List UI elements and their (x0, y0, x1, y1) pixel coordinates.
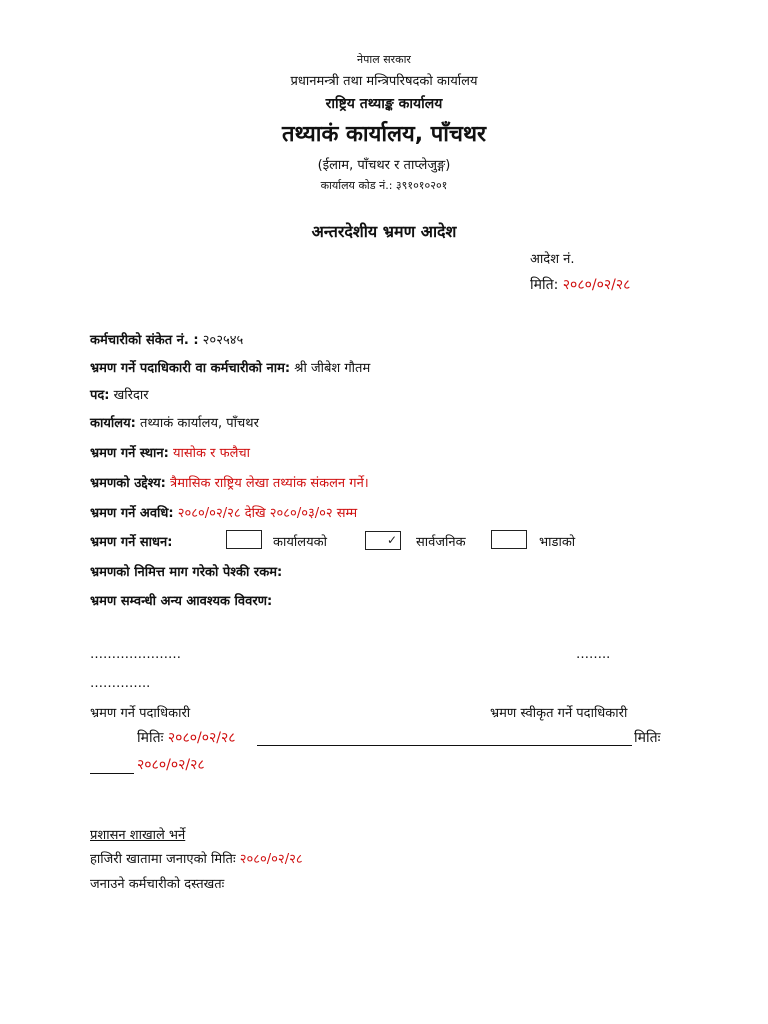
traveler-date-label: मितिः (137, 730, 164, 746)
purpose-value: त्रैमासिक राष्ट्रिय लेखा तथ्यांक संकलन गर्ने। (170, 476, 369, 491)
purpose-row (90, 473, 369, 491)
post-row (90, 385, 149, 403)
office-value: तथ्याकं कार्यालय, पाँचथर (139, 416, 259, 431)
attendance-row (90, 849, 303, 867)
attendance-label: हाजिरी खातामा जनाएको मितिः (90, 852, 236, 867)
approver-date-label: मितिः (634, 730, 661, 746)
admin-section-label: प्रशासन शाखाले भर्ने (90, 828, 186, 843)
header-districts: (ईलाम, पाँचथर र ताप्लेजुङ्ग) (317, 158, 451, 173)
traveler-label: भ्रमण गर्ने पदाधिकारी (90, 706, 191, 721)
means-label: भ्रमण गर्ने साधन: (90, 535, 173, 550)
header-gov: नेपाल सरकार (357, 53, 411, 66)
signature-dots-right: …….. (576, 647, 611, 662)
checkmark-icon: ✓ (387, 533, 398, 547)
name-label: भ्रमण गर्ने पदाधिकारी वा कर्मचारीको नाम: (90, 361, 291, 376)
signature-dots-left: ………………… (90, 647, 181, 662)
order-date-value: २०८०/०२/२८ (562, 277, 631, 293)
post-label: पद: (90, 388, 110, 403)
signature-dots-left-2: ………….. (90, 676, 151, 691)
order-no-label: आदेश नं. (530, 252, 575, 267)
duration-label: भ्रमण गर्ने अवधि: (90, 506, 174, 521)
traveler-date-row (137, 728, 236, 747)
means-checkbox-rental[interactable] (491, 530, 527, 549)
place-label: भ्रमण गर्ने स्थान: (90, 446, 169, 461)
approver-label: भ्रमण स्वीकृत गर्ने पदाधिकारी (490, 706, 628, 721)
means-option-rental: भाडाको (539, 535, 576, 550)
header-office-code: कार्यालय कोड नं.: ३९१०१०२०१ (320, 179, 448, 192)
traveler-date-value: २०८०/०२/२८ (167, 730, 236, 746)
document-title: अन्तरदेशीय भ्रमण आदेश (311, 222, 457, 241)
signature-line (257, 745, 632, 746)
duration-row (90, 503, 357, 521)
post-value: खरिदार (113, 388, 149, 403)
admin-signature-label: जनाउने कर्मचारीको दस्तखतः (90, 877, 225, 892)
header-ministry: प्रधानमन्त्री तथा मन्त्रिपरिषदको कार्यालय (290, 74, 478, 89)
other-details-label: भ्रमण सम्वन्धी अन्य आवश्यक विवरण: (90, 594, 273, 609)
means-option-public: सार्वजनिक (416, 535, 466, 550)
means-checkbox-office[interactable] (226, 530, 262, 549)
name-row (90, 358, 370, 376)
employee-code-value: २०२५४५ (202, 333, 244, 348)
order-date-label: मिति: (530, 277, 559, 293)
place-value: यासोक र फलैचा (172, 446, 251, 461)
approver-date-line (90, 773, 134, 774)
employee-code-row (90, 330, 243, 348)
approver-date-value: २०८०/०२/२८ (137, 757, 205, 773)
order-date (530, 275, 630, 294)
name-value: श्री जीबेश गौतम (294, 361, 371, 376)
means-option-office: कार्यालयको (273, 535, 327, 550)
header-office: तथ्याकं कार्यालय, पाँचथर (281, 122, 486, 147)
office-label: कार्यालय: (90, 416, 136, 431)
means-checkbox-public[interactable] (365, 531, 401, 550)
office-row (90, 413, 259, 431)
advance-label: भ्रमणको निमित्त माग गरेको पेश्की रकम: (90, 565, 283, 580)
header-bureau: राष्ट्रिय तथ्याङ्क कार्यालय (325, 96, 443, 112)
place-row (90, 443, 250, 461)
duration-value: २०८०/०२/२८ देखि २०८०/०३/०२ सम्म (177, 506, 358, 521)
employee-code-label: कर्मचारीको संकेत नं. : (90, 333, 199, 348)
purpose-label: भ्रमणको उद्देश्य: (90, 476, 166, 491)
attendance-date: २०८०/०२/२८ (239, 852, 303, 867)
